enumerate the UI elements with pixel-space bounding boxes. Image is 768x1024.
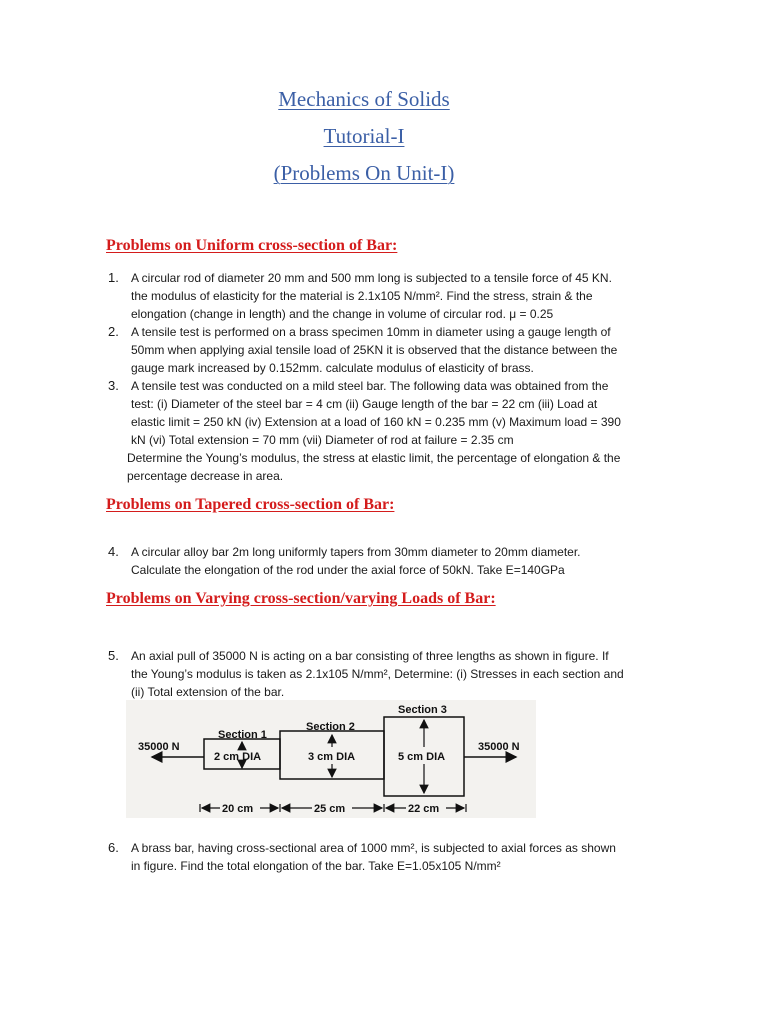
length-1-label: 20 cm xyxy=(222,803,254,815)
problem-5 xyxy=(106,647,626,701)
unit-title: (Problems On Unit-I) xyxy=(273,161,455,185)
section-1-label: Section 1 xyxy=(218,729,267,741)
section-3-label: Section 3 xyxy=(398,704,447,716)
problem-3-number: 3. xyxy=(108,378,119,393)
dia-1-label: 2 cm DIA xyxy=(214,751,262,763)
dia-3-label: 5 cm DIA xyxy=(398,751,446,763)
problem-2 xyxy=(106,323,626,377)
bar-diagram xyxy=(126,700,536,818)
problem-6 xyxy=(106,839,626,875)
problem-1-text: A circular rod of diameter 20 mm and 500 mm long is subjected to a tensile force of 45 KN. the modulus of elasticity for the material is 2.1x105 N/mm². Find the stress, strain & the elongation (change in length) and the change in volume of circular rod. μ = 0.25 xyxy=(131,271,612,321)
problem-5-text: An axial pull of 35000 N is acting on a bar consisting of three lengths as shown in figure. If the Young’s modulus is taken as 2.1x105 N/mm², Determine: (i) Stresses in each section and (ii) Total extension of the bar. xyxy=(131,649,624,699)
problem-3-text: A tensile test was conducted on a mild steel bar. The following data was obtained from the test: (i) Diameter of the steel bar = 4 cm (ii) Gauge length of the bar = 22 cm (iii) Load at elastic limit = 250 kN (iv) Extension at a load of 160 kN = 0.235 mm (v) Maximum load = 390 kN (vi) Total extension = 70 mm (vii) Diameter of rod at failure = 2.35 cm xyxy=(131,379,621,447)
heading-uniform: Problems on Uniform cross-section of Bar: xyxy=(106,237,398,254)
left-load-label: 35000 N xyxy=(138,741,180,753)
length-2-label: 25 cm xyxy=(314,803,346,815)
course-title: Mechanics of Solids xyxy=(278,87,450,111)
heading-varying: Problems on Varying cross-section/varying Loads of Bar: xyxy=(106,590,496,607)
problem-4-text: A circular alloy bar 2m long uniformly tapers from 30mm diameter to 20mm diameter. Calculate the elongation of the rod under the axial force of 50kN. Take E=140GPa xyxy=(131,545,581,577)
problem-3-note: Determine the Young’s modulus, the stress at elastic limit, the percentage of elongation & the percentage decrease in area. xyxy=(127,451,621,483)
problem-4-number: 4. xyxy=(108,544,119,559)
problem-5-number: 5. xyxy=(108,648,119,663)
dia-2-label: 3 cm DIA xyxy=(308,751,356,763)
length-3-label: 22 cm xyxy=(408,803,440,815)
problem-3 xyxy=(106,377,626,449)
problem-1 xyxy=(106,269,626,323)
title-block xyxy=(0,86,728,197)
heading-tapered: Problems on Tapered cross-section of Bar: xyxy=(106,496,395,513)
tutorial-title: Tutorial-I xyxy=(323,124,405,148)
section-2-label: Section 2 xyxy=(306,721,355,733)
problem-2-number: 2. xyxy=(108,324,119,339)
right-load-label: 35000 N xyxy=(478,741,520,753)
problem-4 xyxy=(106,543,626,579)
problem-2-text: A tensile test is performed on a brass specimen 10mm in diameter using a gauge length of 50mm when applying axial tensile load of 25KN it is observed that the distance between the gauge mark increased by 0.152mm. calculate modulus of elasticity of brass. xyxy=(131,325,618,375)
bar-figure xyxy=(126,700,536,818)
problem-6-number: 6. xyxy=(108,840,119,855)
problem-6-text: A brass bar, having cross-sectional area of 1000 mm², is subjected to axial forces as shown in figure. Find the total elongation of the bar. Take E=1.05x105 N/mm² xyxy=(131,841,616,873)
problem-1-number: 1. xyxy=(108,270,119,285)
